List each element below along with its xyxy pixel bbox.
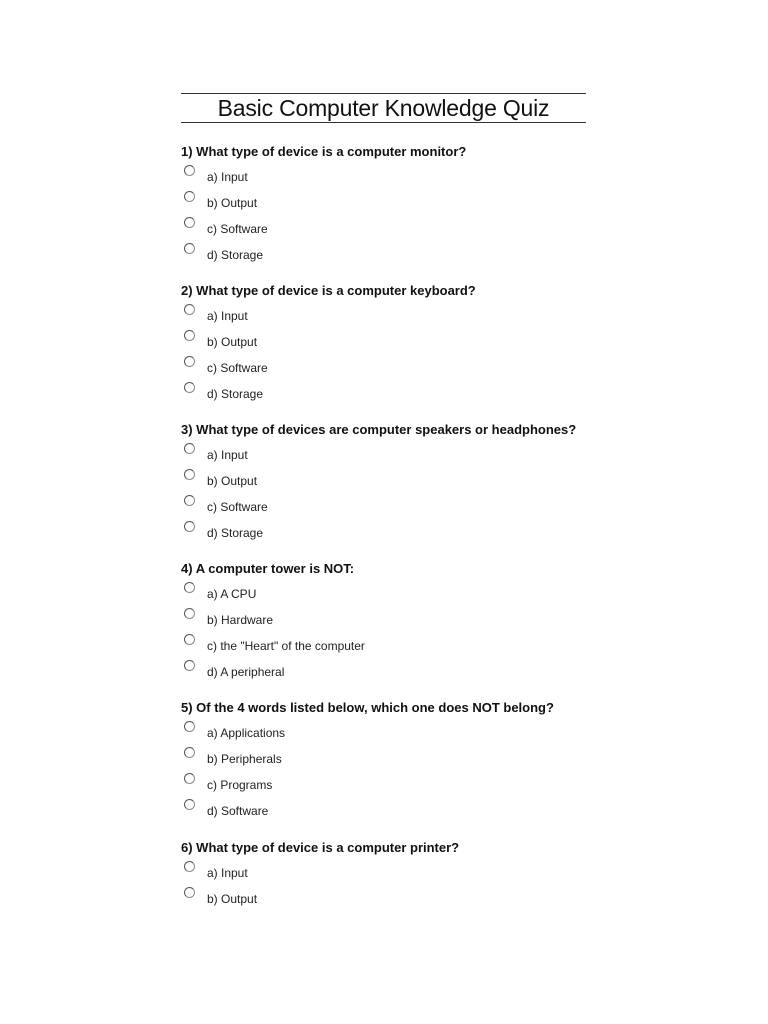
option-3b[interactable] <box>181 468 481 494</box>
question-4 <box>181 561 651 685</box>
option-5b[interactable] <box>181 746 481 772</box>
option-6b[interactable] <box>181 886 481 912</box>
option-label: b) Output <box>207 196 258 210</box>
option-4c[interactable] <box>181 633 481 659</box>
option-4b[interactable] <box>181 607 481 633</box>
option-1c[interactable] <box>181 216 481 242</box>
option-label: a) Input <box>207 170 248 184</box>
radio-button-icon[interactable] <box>184 799 195 810</box>
radio-button-icon[interactable] <box>184 165 195 176</box>
radio-button-icon[interactable] <box>184 861 195 872</box>
radio-button-icon[interactable] <box>184 582 195 593</box>
option-1d[interactable] <box>181 242 481 268</box>
option-list <box>181 442 651 546</box>
option-label: c) the "Heart" of the computer <box>207 639 365 653</box>
option-label: b) Output <box>207 474 258 488</box>
option-1b[interactable] <box>181 190 481 216</box>
option-label: d) A peripheral <box>207 665 285 679</box>
option-list <box>181 303 651 407</box>
question-6 <box>181 840 651 912</box>
option-5d[interactable] <box>181 798 481 824</box>
question-text: 3) What type of devices are computer speakers or headphones? <box>181 422 577 437</box>
title-banner <box>181 93 586 123</box>
option-3a[interactable] <box>181 442 481 468</box>
option-label: c) Software <box>207 222 268 236</box>
radio-button-icon[interactable] <box>184 660 195 671</box>
question-text: 1) What type of device is a computer monitor? <box>181 144 467 159</box>
option-2b[interactable] <box>181 329 481 355</box>
radio-button-icon[interactable] <box>184 469 195 480</box>
option-label: a) Input <box>207 448 248 462</box>
option-3c[interactable] <box>181 494 481 520</box>
option-label: b) Output <box>207 335 258 349</box>
radio-button-icon[interactable] <box>184 521 195 532</box>
radio-button-icon[interactable] <box>184 721 195 732</box>
option-4a[interactable] <box>181 581 481 607</box>
radio-button-icon[interactable] <box>184 330 195 341</box>
option-label: a) Input <box>207 866 248 880</box>
radio-button-icon[interactable] <box>184 495 195 506</box>
radio-button-icon[interactable] <box>184 382 195 393</box>
radio-button-icon[interactable] <box>184 304 195 315</box>
option-label: c) Software <box>207 500 268 514</box>
option-5c[interactable] <box>181 772 481 798</box>
option-4d[interactable] <box>181 659 481 685</box>
option-2c[interactable] <box>181 355 481 381</box>
option-label: a) A CPU <box>207 587 257 601</box>
radio-button-icon[interactable] <box>184 634 195 645</box>
option-list <box>181 860 651 912</box>
question-text: 4) A computer tower is NOT: <box>181 561 355 576</box>
option-3d[interactable] <box>181 520 481 546</box>
radio-button-icon[interactable] <box>184 356 195 367</box>
option-2a[interactable] <box>181 303 481 329</box>
option-label: a) Input <box>207 309 248 323</box>
question-3 <box>181 422 651 546</box>
option-label: c) Software <box>207 361 268 375</box>
question-1 <box>181 144 651 268</box>
option-list <box>181 720 651 824</box>
option-label: d) Software <box>207 804 269 818</box>
question-text: 5) Of the 4 words listed below, which one does NOT belong? <box>181 700 554 715</box>
option-1a[interactable] <box>181 164 481 190</box>
option-list <box>181 581 651 685</box>
radio-button-icon[interactable] <box>184 243 195 254</box>
radio-button-icon[interactable] <box>184 887 195 898</box>
radio-button-icon[interactable] <box>184 443 195 454</box>
option-label: b) Output <box>207 892 258 906</box>
radio-button-icon[interactable] <box>184 747 195 758</box>
radio-button-icon[interactable] <box>184 191 195 202</box>
option-label: b) Hardware <box>207 613 274 627</box>
option-2d[interactable] <box>181 381 481 407</box>
page-title: Basic Computer Knowledge Quiz <box>217 95 550 121</box>
option-label: d) Storage <box>207 526 264 540</box>
question-text: 6) What type of device is a computer printer? <box>181 840 460 855</box>
radio-button-icon[interactable] <box>184 773 195 784</box>
option-label: c) Programs <box>207 778 273 792</box>
question-5 <box>181 700 651 824</box>
radio-button-icon[interactable] <box>184 608 195 619</box>
option-label: b) Peripherals <box>207 752 282 766</box>
option-label: d) Storage <box>207 248 264 262</box>
option-list <box>181 164 651 268</box>
question-text: 2) What type of device is a computer keyboard? <box>181 283 476 298</box>
question-2 <box>181 283 651 407</box>
option-5a[interactable] <box>181 720 481 746</box>
radio-button-icon[interactable] <box>184 217 195 228</box>
option-6a[interactable] <box>181 860 481 886</box>
option-label: a) Applications <box>207 726 286 740</box>
option-label: d) Storage <box>207 387 264 401</box>
